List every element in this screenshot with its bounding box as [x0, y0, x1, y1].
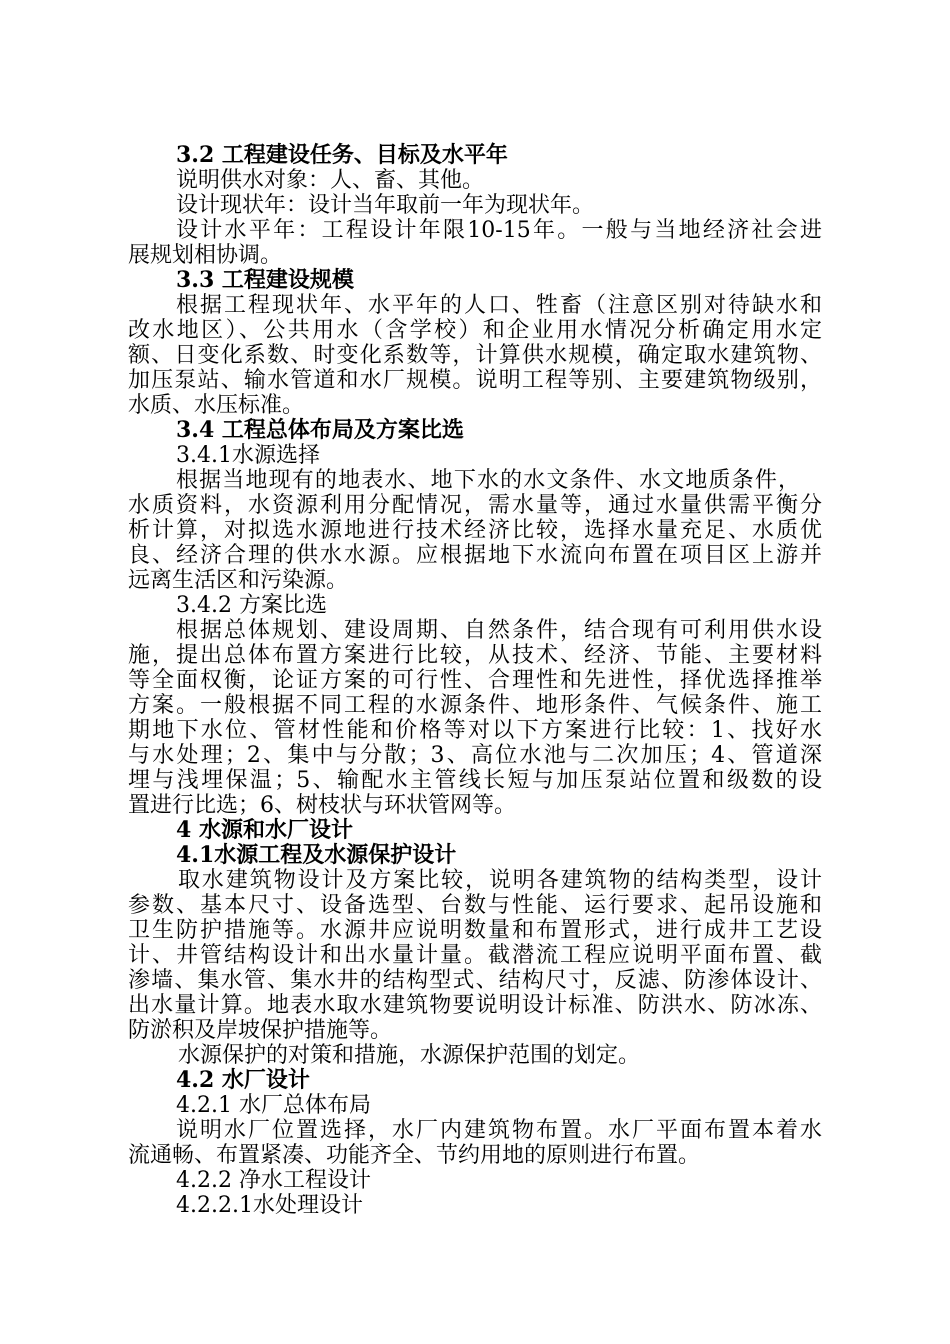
paragraph-line: 出水量计算。地表水取水建筑物要说明设计标准、防洪水、防冰冻、: [128, 993, 822, 1018]
paragraph-line: 取水建筑物设计及方案比较，说明各建筑物的结构类型，设计: [178, 868, 822, 893]
paragraph-line: 与水处理；2、集中与分散；3、高位水池与二次加压；4、管道深: [128, 743, 822, 768]
paragraph-line: 根据工程现状年、水平年的人口、牲畜（注意区别对待缺水和: [176, 293, 822, 318]
heading-3-4: 3.4 工程总体布局及方案比选: [176, 417, 464, 443]
paragraph-line: 加压泵站、输水管道和水厂规模。说明工程等别、主要建筑物级别，: [128, 368, 822, 393]
paragraph-line: 水质、水压标准。: [128, 393, 305, 418]
heading-4: 4 水源和水厂设计: [176, 817, 353, 843]
paragraph-line: 改水地区）、公共用水（含学校）和企业用水情况分析确定用水定: [128, 318, 822, 343]
paragraph-line: 计、井管结构设计和出水量计量。截潜流工程应说明平面布置、截: [128, 943, 822, 968]
paragraph-line: 埋与浅埋保温；5、输配水主管线长短与加压泵站位置和级数的设: [128, 768, 822, 793]
paragraph-line: 析计算，对拟选水源地进行技术经济比较，选择水量充足、水质优: [128, 518, 822, 543]
paragraph-line: 流通畅、布置紧凑、功能齐全、节约用地的原则进行布置。: [128, 1143, 701, 1168]
paragraph-line: 参数、基本尺寸、设备选型、台数与性能、运行要求、起吊设施和: [128, 893, 822, 918]
subheading-3-4-2: 3.4.2 方案比选: [176, 593, 327, 618]
paragraph-line: 防淤积及岸坡保护措施等。: [128, 1018, 393, 1043]
subheading-4-2-1: 4.2.1 水厂总体布局: [176, 1093, 371, 1118]
paragraph-line: 方案。一般根据不同工程的水源条件、地形条件、气候条件、施工: [128, 693, 822, 718]
heading-3-2: 3.2 工程建设任务、目标及水平年: [176, 142, 508, 168]
paragraph-line: 水质资料，水资源利用分配情况，需水量等，通过水量供需平衡分: [128, 493, 822, 518]
heading-4-1: 4.1水源工程及水源保护设计: [176, 842, 457, 868]
subheading-4-2-2: 4.2.2 净水工程设计: [176, 1168, 371, 1193]
paragraph-line: 等全面权衡，论证方案的可行性、合理性和先进性，择优选择推举: [128, 668, 822, 693]
heading-3-3: 3.3 工程建设规模: [176, 267, 354, 293]
paragraph-line: 置进行比选；6、树枝状与环状管网等。: [128, 793, 516, 818]
paragraph-line: 施，提出总体布置方案进行比较，从技术、经济、节能、主要材料: [128, 643, 822, 668]
paragraph-line: 展规划相协调。: [128, 243, 283, 268]
heading-4-2: 4.2 水厂设计: [176, 1067, 310, 1093]
paragraph-line: 根据总体规划、建设周期、自然条件，结合现有可利用供水设: [176, 618, 822, 643]
paragraph-line: 水源保护的对策和措施，水源保护范围的划定。: [178, 1043, 641, 1068]
paragraph-line: 远离生活区和污染源。: [128, 568, 349, 593]
paragraph-line: 期地下水位、管材性能和价格等对以下方案进行比较：1、找好水: [128, 718, 822, 743]
paragraph-line: 设计水平年：工程设计年限10-15年。一般与当地经济社会进: [176, 218, 822, 243]
paragraph-line: 设计现状年：设计当年取前一年为现状年。: [176, 193, 595, 218]
paragraph-line: 说明水厂位置选择，水厂内建筑物布置。水厂平面布置本着水: [176, 1118, 822, 1143]
subheading-4-2-2-1: 4.2.2.1水处理设计: [176, 1193, 363, 1218]
subheading-3-4-1: 3.4.1水源选择: [176, 443, 320, 468]
paragraph-line: 说明供水对象：人、畜、其他。: [176, 168, 485, 193]
paragraph-line: 良、经济合理的供水水源。应根据地下水流向布置在项目区上游并: [128, 543, 822, 568]
paragraph-line: 卫生防护措施等。水源井应说明数量和布置形式，进行成井工艺设: [128, 918, 822, 943]
paragraph-line: 根据当地现有的地表水、地下水的水文条件、水文地质条件，: [176, 468, 800, 493]
paragraph-line: 渗墙、集水管、集水井的结构型式、结构尺寸，反滤、防渗体设计、: [128, 968, 822, 993]
paragraph-line: 额、日变化系数、时变化系数等，计算供水规模，确定取水建筑物、: [128, 343, 822, 368]
